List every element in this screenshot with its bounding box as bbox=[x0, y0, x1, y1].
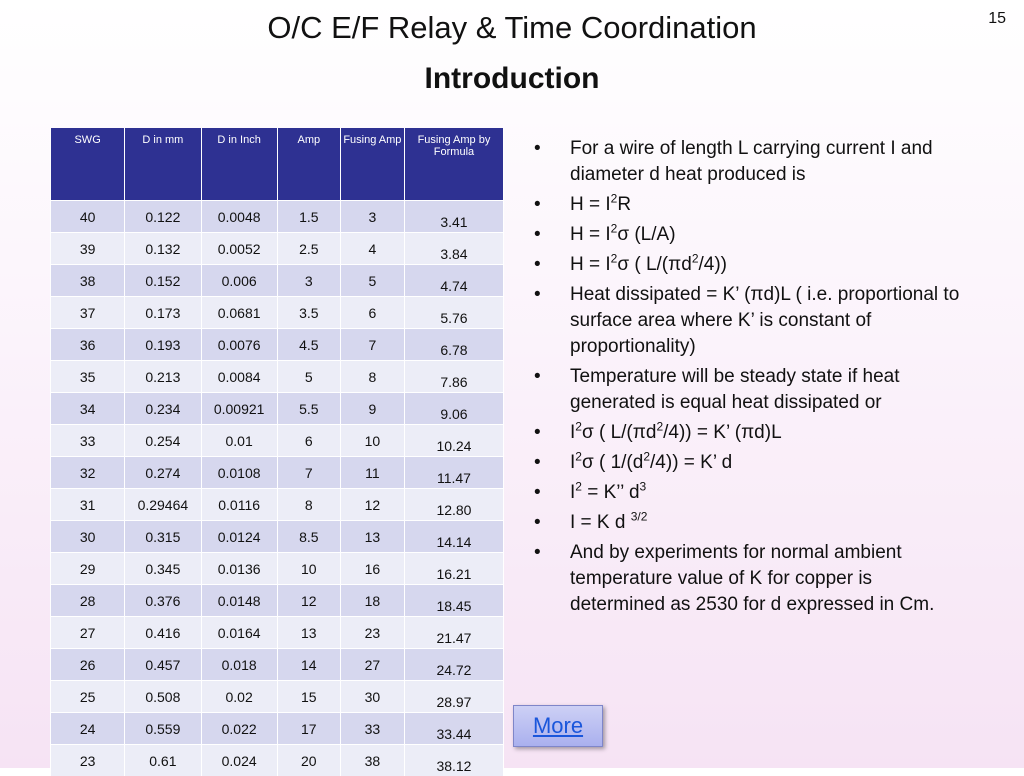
table-cell: 4 bbox=[340, 233, 404, 265]
table-cell: 7.86 bbox=[404, 361, 503, 393]
table-cell: 0.0681 bbox=[201, 297, 277, 329]
bullet-item bbox=[530, 510, 970, 536]
bullet-dot: • bbox=[534, 480, 541, 506]
table-cell: 34 bbox=[51, 393, 125, 425]
header-amp: Amp bbox=[277, 128, 340, 201]
table-cell: 21.47 bbox=[404, 617, 503, 649]
table-cell: 28 bbox=[51, 585, 125, 617]
table-cell: 30 bbox=[51, 521, 125, 553]
bullet-dot: • bbox=[534, 510, 541, 536]
bullet-item bbox=[530, 252, 970, 278]
table-cell: 0.0148 bbox=[201, 585, 277, 617]
table-cell: 2.5 bbox=[277, 233, 340, 265]
table-cell: 10.24 bbox=[404, 425, 503, 457]
table-cell: 5 bbox=[277, 361, 340, 393]
table-cell: 0.0116 bbox=[201, 489, 277, 521]
table-cell: 0.122 bbox=[125, 201, 201, 233]
table-cell: 24.72 bbox=[404, 649, 503, 681]
table-cell: 6 bbox=[277, 425, 340, 457]
bullet-dot: • bbox=[534, 252, 541, 278]
table-row bbox=[51, 521, 504, 553]
table-cell: 0.0048 bbox=[201, 201, 277, 233]
bullet-text: And by experiments for normal ambient temperature value of K for copper is determined as 2530 for d expressed in Cm. bbox=[570, 542, 934, 615]
table-cell: 0.508 bbox=[125, 681, 201, 713]
table-cell: 0.01 bbox=[201, 425, 277, 457]
table-row bbox=[51, 489, 504, 521]
table-cell: 5.76 bbox=[404, 297, 503, 329]
table-cell: 5 bbox=[340, 265, 404, 297]
table-cell: 1.5 bbox=[277, 201, 340, 233]
table-row bbox=[51, 457, 504, 489]
table-cell: 29 bbox=[51, 553, 125, 585]
table-cell: 33.44 bbox=[404, 713, 503, 745]
more-button[interactable] bbox=[513, 705, 603, 747]
table-cell: 0.254 bbox=[125, 425, 201, 457]
slide-subtitle: Introduction bbox=[0, 62, 1024, 96]
bullet-item bbox=[530, 222, 970, 248]
table-cell: 7 bbox=[277, 457, 340, 489]
bullet-list bbox=[530, 136, 970, 622]
table-cell: 5.5 bbox=[277, 393, 340, 425]
table-cell: 0.024 bbox=[201, 745, 277, 776]
table-row bbox=[51, 297, 504, 329]
table-cell: 0.0052 bbox=[201, 233, 277, 265]
table-cell: 27 bbox=[51, 617, 125, 649]
table-cell: 0.376 bbox=[125, 585, 201, 617]
table-cell: 0.61 bbox=[125, 745, 201, 776]
table-cell: 3.5 bbox=[277, 297, 340, 329]
table-cell: 25 bbox=[51, 681, 125, 713]
table-cell: 8 bbox=[277, 489, 340, 521]
bullet-dot: • bbox=[534, 450, 541, 476]
table-cell: 28.97 bbox=[404, 681, 503, 713]
table-cell: 13 bbox=[277, 617, 340, 649]
table-cell: 0.00921 bbox=[201, 393, 277, 425]
table-cell: 0.213 bbox=[125, 361, 201, 393]
bullet-text: For a wire of length L carrying current I and diameter d heat produced is bbox=[570, 138, 933, 185]
table-cell: 0.559 bbox=[125, 713, 201, 745]
table-cell: 11 bbox=[340, 457, 404, 489]
table-row bbox=[51, 265, 504, 297]
table-row bbox=[51, 393, 504, 425]
table-cell: 0.022 bbox=[201, 713, 277, 745]
table-row bbox=[51, 233, 504, 265]
table-cell: 0.315 bbox=[125, 521, 201, 553]
table-cell: 9.06 bbox=[404, 393, 503, 425]
bullet-item bbox=[530, 364, 970, 416]
table-cell: 10 bbox=[340, 425, 404, 457]
bullet-item bbox=[530, 282, 970, 360]
table-cell: 0.02 bbox=[201, 681, 277, 713]
header-swg: SWG bbox=[51, 128, 125, 201]
table-row bbox=[51, 649, 504, 681]
bullet-item bbox=[530, 450, 970, 476]
table-cell: 12 bbox=[340, 489, 404, 521]
table-cell: 0.0084 bbox=[201, 361, 277, 393]
table-cell: 20 bbox=[277, 745, 340, 776]
table-cell: 39 bbox=[51, 233, 125, 265]
table-row bbox=[51, 713, 504, 745]
slide-title: O/C E/F Relay & Time Coordination bbox=[0, 10, 1024, 46]
table-cell: 0.006 bbox=[201, 265, 277, 297]
table-cell: 0.274 bbox=[125, 457, 201, 489]
bullet-dot: • bbox=[534, 136, 541, 162]
table-cell: 12 bbox=[277, 585, 340, 617]
bullet-text: $I^2\sigma$ ( $1/(d^2/4)) = K$’ d bbox=[570, 452, 732, 473]
table-cell: 14 bbox=[277, 649, 340, 681]
table-cell: 0.0136 bbox=[201, 553, 277, 585]
table-cell: 24 bbox=[51, 713, 125, 745]
table-cell: 4.5 bbox=[277, 329, 340, 361]
table-cell: 38.12 bbox=[404, 745, 503, 776]
table-row bbox=[51, 745, 504, 776]
table-cell: 31 bbox=[51, 489, 125, 521]
table-cell: 10 bbox=[277, 553, 340, 585]
table-row bbox=[51, 425, 504, 457]
table-cell: 6 bbox=[340, 297, 404, 329]
table-cell: 4.74 bbox=[404, 265, 503, 297]
table-cell: 33 bbox=[51, 425, 125, 457]
table-cell: 38 bbox=[51, 265, 125, 297]
table-header-row bbox=[51, 128, 504, 201]
bullet-text: $H = I^2R$ bbox=[570, 194, 631, 215]
table-cell: 23 bbox=[340, 617, 404, 649]
table-cell: 6.78 bbox=[404, 329, 503, 361]
table-cell: 3 bbox=[277, 265, 340, 297]
table-cell: 3 bbox=[340, 201, 404, 233]
bullet-item bbox=[530, 136, 970, 188]
table-row bbox=[51, 617, 504, 649]
table-cell: 0.0108 bbox=[201, 457, 277, 489]
table-cell: 32 bbox=[51, 457, 125, 489]
table-row bbox=[51, 585, 504, 617]
table-cell: 0.152 bbox=[125, 265, 201, 297]
bullet-dot: • bbox=[534, 540, 541, 566]
table-cell: 3.41 bbox=[404, 201, 503, 233]
table-cell: 40 bbox=[51, 201, 125, 233]
bullet-text: $I^2\sigma$ ( $L/(\pi d^2/4)) = K$’ (πd)L bbox=[570, 422, 782, 443]
bullet-text: Temperature will be steady state if heat generated is equal heat dissipated or bbox=[570, 366, 900, 413]
table-cell: 11.47 bbox=[404, 457, 503, 489]
table-row bbox=[51, 681, 504, 713]
table-cell: 9 bbox=[340, 393, 404, 425]
table-cell: 15 bbox=[277, 681, 340, 713]
more-link[interactable]: More bbox=[533, 713, 583, 739]
table-cell: 8.5 bbox=[277, 521, 340, 553]
table-cell: 18 bbox=[340, 585, 404, 617]
table-cell: 37 bbox=[51, 297, 125, 329]
table-cell: 0.457 bbox=[125, 649, 201, 681]
slide-number: 15 bbox=[988, 10, 1006, 28]
table-cell: 38 bbox=[340, 745, 404, 776]
bullet-item bbox=[530, 420, 970, 446]
table-cell: 0.0164 bbox=[201, 617, 277, 649]
table-row bbox=[51, 329, 504, 361]
table-cell: 0.193 bbox=[125, 329, 201, 361]
bullet-dot: • bbox=[534, 420, 541, 446]
table-cell: 3.84 bbox=[404, 233, 503, 265]
table-cell: 18.45 bbox=[404, 585, 503, 617]
table-row bbox=[51, 553, 504, 585]
bullet-item bbox=[530, 480, 970, 506]
table-cell: 30 bbox=[340, 681, 404, 713]
table-cell: 13 bbox=[340, 521, 404, 553]
bullet-text: I = K d $^{3/2}$ bbox=[570, 512, 647, 533]
header-fusing-amp-formula: Fusing Amp by Formula bbox=[404, 128, 503, 201]
table-cell: 17 bbox=[277, 713, 340, 745]
header-d-mm: D in mm bbox=[125, 128, 201, 201]
table-cell: 0.018 bbox=[201, 649, 277, 681]
table-row bbox=[51, 361, 504, 393]
table-cell: 0.0124 bbox=[201, 521, 277, 553]
table-cell: 0.173 bbox=[125, 297, 201, 329]
bullet-text: $H = I^2\sigma$ ( $L/(\pi d^2/4)$) bbox=[570, 254, 727, 275]
bullet-dot: • bbox=[534, 364, 541, 390]
bullet-dot: • bbox=[534, 282, 541, 308]
table-cell: 0.416 bbox=[125, 617, 201, 649]
bullet-dot: • bbox=[534, 222, 541, 248]
bullet-item bbox=[530, 540, 970, 618]
table-cell: 8 bbox=[340, 361, 404, 393]
table-cell: 16.21 bbox=[404, 553, 503, 585]
table-cell: 36 bbox=[51, 329, 125, 361]
bullet-dot: • bbox=[534, 192, 541, 218]
table-cell: 0.234 bbox=[125, 393, 201, 425]
header-fusing-amp: Fusing Amp bbox=[340, 128, 404, 201]
bullet-text: $I^2 = K$’’ $d^3$ bbox=[570, 482, 646, 503]
table-cell: 0.29464 bbox=[125, 489, 201, 521]
table-cell: 7 bbox=[340, 329, 404, 361]
table-cell: 27 bbox=[340, 649, 404, 681]
header-d-inch: D in Inch bbox=[201, 128, 277, 201]
table-cell: 16 bbox=[340, 553, 404, 585]
table-cell: 26 bbox=[51, 649, 125, 681]
bullet-text: $H = I^2\sigma$ (L/A) bbox=[570, 224, 676, 245]
table-cell: 12.80 bbox=[404, 489, 503, 521]
table-cell: 0.345 bbox=[125, 553, 201, 585]
bullet-text: Heat dissipated = K’ (πd)L ( i.e. proportional to surface area where K’ is constant of proportionality) bbox=[570, 284, 959, 357]
table-cell: 23 bbox=[51, 745, 125, 776]
table-row bbox=[51, 201, 504, 233]
table-cell: 0.0076 bbox=[201, 329, 277, 361]
swg-fusing-table bbox=[50, 128, 504, 776]
table-cell: 35 bbox=[51, 361, 125, 393]
table-cell: 14.14 bbox=[404, 521, 503, 553]
table-cell: 0.132 bbox=[125, 233, 201, 265]
bullet-item bbox=[530, 192, 970, 218]
table-cell: 33 bbox=[340, 713, 404, 745]
table-body bbox=[51, 201, 504, 776]
